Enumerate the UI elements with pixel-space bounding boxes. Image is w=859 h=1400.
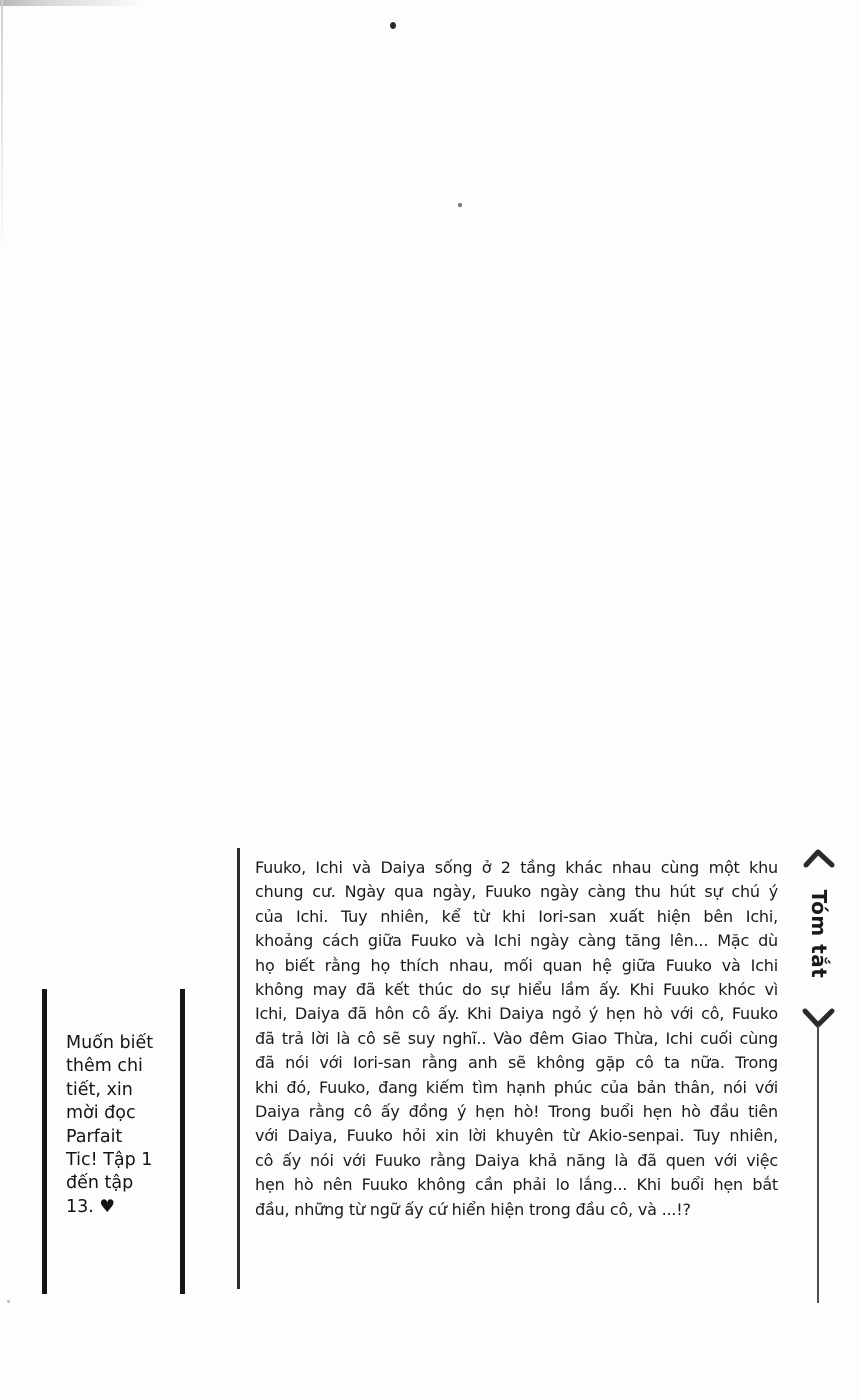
- summary-line: cô ấy nói với Fuuko rằng Daiya khả năng là đã quen với việc: [255, 1150, 778, 1170]
- summary-left-rule: [237, 848, 240, 1289]
- summary-line: của Ichi. Tuy nhiên, kể từ khi Iori-san xuất hiện bên Ichi,: [255, 906, 778, 926]
- summary-line: Daiya rằng cô ấy đồng ý hẹn hò! Trong buổi hẹn hò đầu tiên: [255, 1102, 778, 1122]
- summary-line: Fuuko, Ichi và Daiya sống ở 2 tầng khác nhau cùng một khu: [255, 858, 778, 877]
- dust-speck: [458, 203, 462, 207]
- scan-smudge: [0, 0, 145, 6]
- summary-line: hẹn hò nên Fuuko không cần phải lo lắng... Khi buổi hẹn bắt: [255, 1175, 778, 1195]
- left-note-line: Parfait: [66, 1126, 123, 1147]
- left-note-rule-left: [42, 989, 47, 1294]
- summary-line: đã nói với Iori-san rằng anh sẽ không gặp cô ta nữa. Trong: [255, 1053, 778, 1073]
- summary-line: Ichi, Daiya đã hôn cô ấy. Khi Daiya ngỏ ý hẹn hò với cô, Fuuko: [255, 1004, 778, 1024]
- summary-line: khi đó, Fuuko, đang kiếm tìm hạnh phúc của bản thân, nói với: [255, 1077, 778, 1097]
- dust-speck: [7, 1300, 10, 1303]
- dust-speck: [390, 22, 396, 29]
- left-note-line: Tic! Tập 1: [66, 1150, 153, 1171]
- left-note-line: đến tập: [66, 1173, 134, 1194]
- summary-line: với Daiya, Fuuko hỏi xin lời khuyên từ Akio-senpai. Tuy nhiên,: [255, 1126, 778, 1146]
- left-note-line: 13. ♥: [66, 1196, 116, 1217]
- summary-line: đã trả lời là cô sẽ suy nghĩ.. Vào đêm Giao Thừa, Ichi cuối cùng: [255, 1028, 778, 1048]
- summary-text: [255, 856, 778, 1222]
- left-note-line: tiết, xin: [66, 1079, 133, 1100]
- scan-edge-line: [1, 0, 3, 260]
- chevron-down-icon: [805, 1011, 832, 1025]
- summary-line: khoảng cách giữa Fuuko và Ichi ngày càng tăng lên... Mặc dù: [255, 931, 778, 951]
- left-note-line: Muốn biết: [66, 1033, 154, 1053]
- summary-line: chung cư. Ngày qua ngày, Fuuko ngày càng thu hút sự chú ý: [255, 882, 778, 902]
- summary-line: đầu, những từ ngữ ấy cứ hiển hiện trong đầu cô, và ...!?: [255, 1199, 691, 1219]
- left-note-rule-right: [180, 989, 185, 1294]
- left-note-line: thêm chi: [66, 1056, 143, 1077]
- summary-line: họ biết rằng họ thích nhau, mối quan hệ giữa Fuuko và Ichi: [255, 955, 778, 975]
- left-note-line: mời đọc: [66, 1103, 136, 1124]
- left-note-text: [66, 1032, 178, 1219]
- summary-line: không may đã kết thúc do sự hiểu lầm ấy. Khi Fuuko khóc vì: [255, 980, 778, 1000]
- tab-label: Tóm tắt: [807, 889, 831, 979]
- chevron-up-icon: [806, 852, 832, 865]
